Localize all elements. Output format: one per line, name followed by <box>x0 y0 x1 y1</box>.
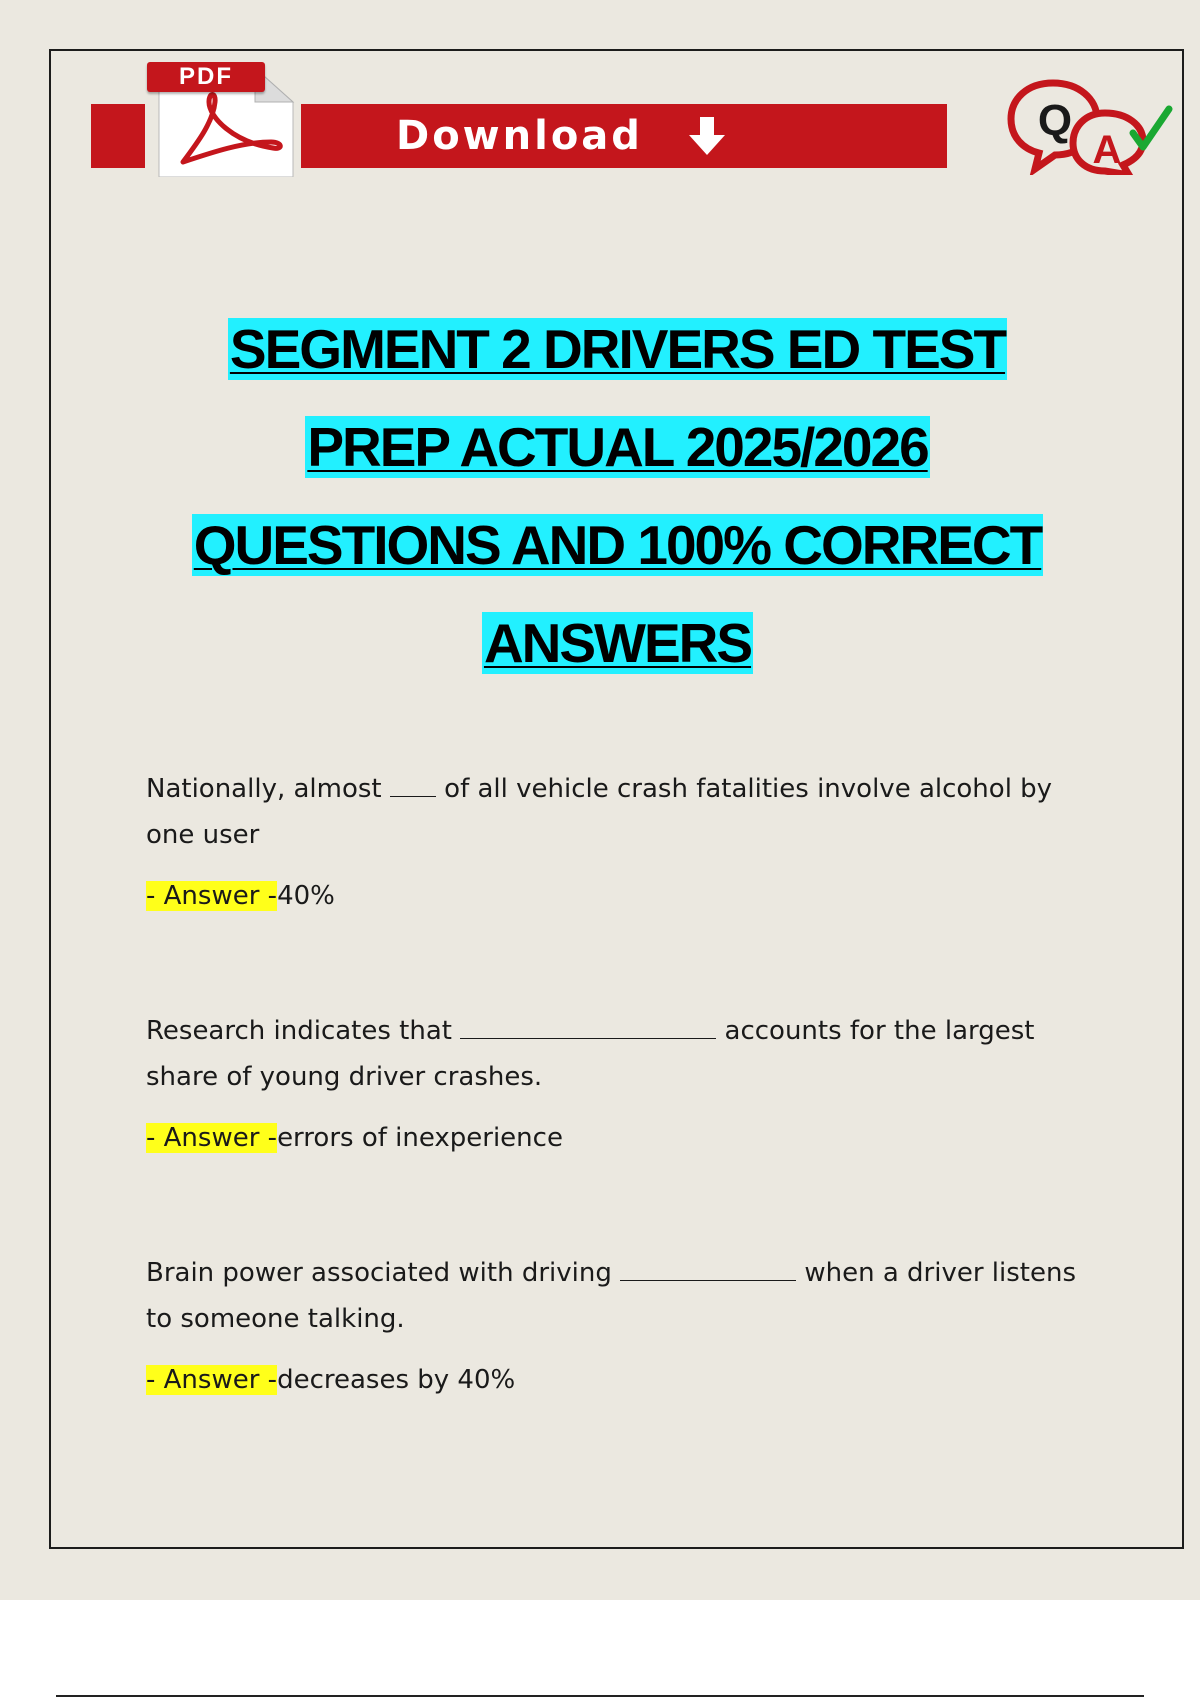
pdf-download-banner[interactable] <box>91 62 861 177</box>
banner-left-block <box>91 104 145 168</box>
answer-prefix: - Answer - <box>146 1365 278 1395</box>
question-text: Nationally, almost of all vehicle crash fatalities involve alcohol by one user <box>146 774 1053 850</box>
answer-prefix: - Answer - <box>146 1123 278 1153</box>
pdf-file-icon <box>143 62 305 177</box>
document-title <box>60 300 1175 692</box>
answer-text: decreases by 40% <box>277 1365 516 1395</box>
title-line: ANSWERS <box>483 612 752 674</box>
question-block <box>146 1250 1106 1398</box>
answer-line <box>146 1120 1106 1156</box>
answer-line <box>146 878 1106 914</box>
title-line: SEGMENT 2 DRIVERS ED TEST <box>229 318 1006 380</box>
answer-text: errors of inexperience <box>277 1123 563 1153</box>
question-text: Brain power associated with driving when a driver listens to someone talking. <box>146 1258 1077 1334</box>
question-block <box>146 1008 1106 1156</box>
question-text: Research indicates that accounts for the largest share of young driver crashes. <box>146 1016 1035 1092</box>
qa-logo-a: A <box>1092 128 1122 172</box>
qa-logo-q: Q <box>1037 96 1073 145</box>
answer-text: 40% <box>277 881 335 911</box>
title-line: PREP ACTUAL 2025/2026 <box>307 416 928 478</box>
qa-logo-icon <box>1005 75 1175 175</box>
download-button[interactable] <box>301 104 947 168</box>
answer-blank <box>620 1258 796 1281</box>
download-label: Download <box>396 113 643 159</box>
question-block <box>146 766 1106 914</box>
download-arrow-icon <box>687 115 727 157</box>
answer-prefix: - Answer - <box>146 881 278 911</box>
answer-blank <box>460 1016 716 1039</box>
next-page-edge <box>56 1695 1144 1697</box>
pdf-label: PDF <box>147 62 265 92</box>
answer-line <box>146 1362 1106 1398</box>
answer-blank <box>390 774 436 797</box>
title-line: QUESTIONS AND 100% CORRECT <box>193 514 1042 576</box>
